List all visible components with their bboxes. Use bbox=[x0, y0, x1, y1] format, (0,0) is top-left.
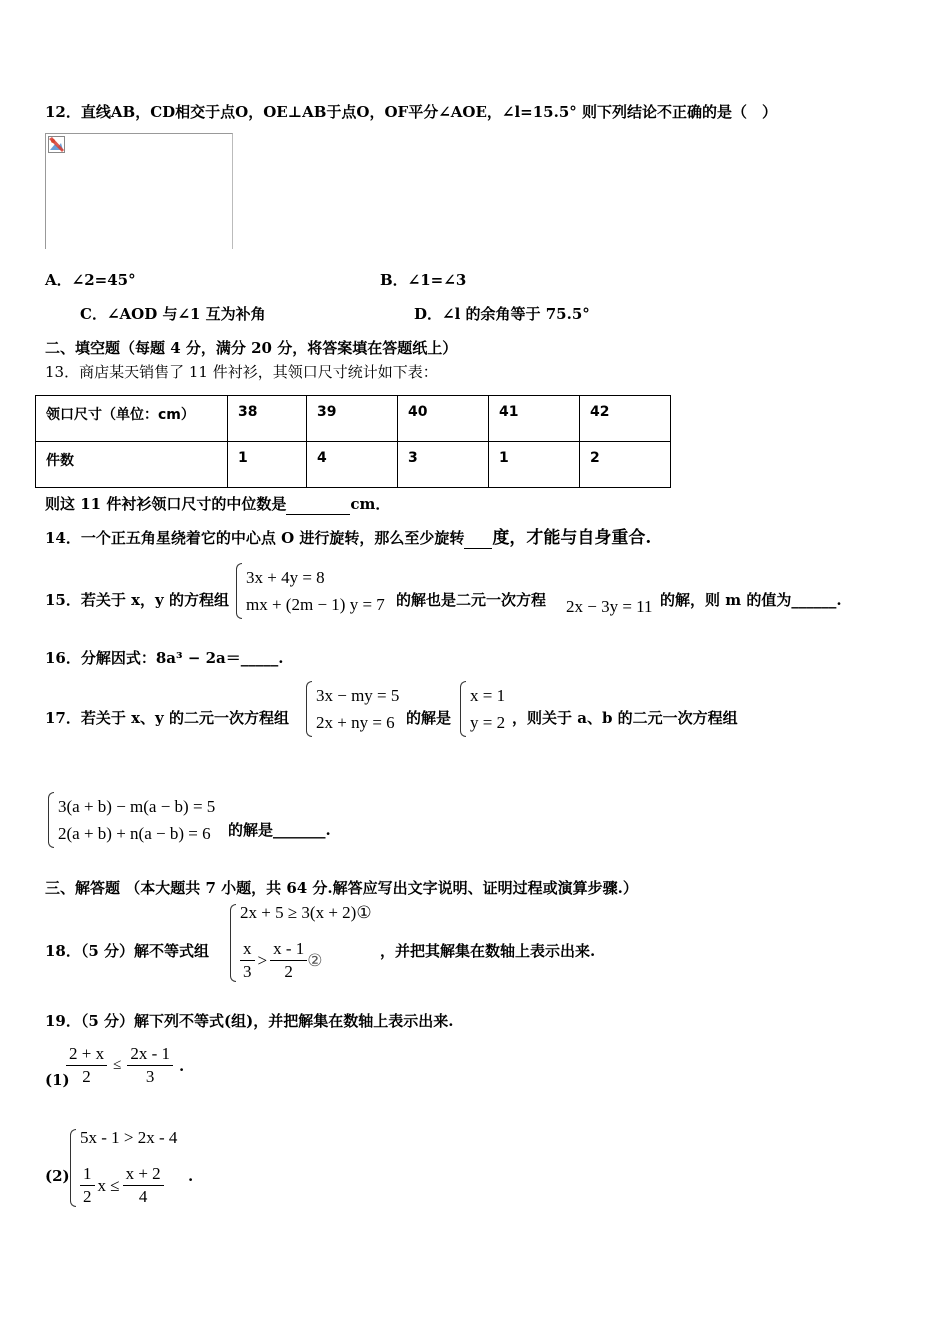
answer-blank bbox=[464, 528, 492, 549]
question-17-system bbox=[306, 681, 399, 737]
table-cell: 42 bbox=[580, 396, 671, 442]
question-16: 16．分解因式：8a³ − 2a＝_____. bbox=[45, 649, 284, 667]
equation-1: 3x + 4y = 8 bbox=[246, 567, 325, 587]
section-2-heading: 二、填空题（每题 4 分，满分 20 分，将答案填在答题纸上） bbox=[45, 339, 458, 357]
figure-image bbox=[45, 133, 233, 249]
numerator: 2x - 1 bbox=[127, 1043, 173, 1066]
table-cell: 40 bbox=[398, 396, 489, 442]
question-17-prefix: 17．若关于 x、y 的二元一次方程组 bbox=[45, 709, 289, 727]
broken-image-icon bbox=[48, 136, 65, 153]
numerator: x + 2 bbox=[123, 1163, 164, 1186]
inequality-2 bbox=[80, 1163, 177, 1208]
option-b: B．∠1=∠3 bbox=[380, 271, 467, 289]
equation-3: 2x − 3y = 11 bbox=[566, 597, 653, 616]
fraction bbox=[80, 1163, 95, 1208]
denominator: 3 bbox=[243, 962, 252, 981]
brace bbox=[460, 681, 466, 737]
part-1-inequality bbox=[66, 1043, 184, 1088]
answer-blank bbox=[286, 494, 350, 515]
inequality-2 bbox=[240, 938, 372, 983]
brace bbox=[230, 904, 236, 982]
question-18-suffix: ，并把其解集在数轴上表示出来. bbox=[380, 942, 596, 960]
brace bbox=[48, 792, 54, 848]
question-17-suffix-2: 的解是_______. bbox=[228, 821, 331, 839]
part-1-label: (1) bbox=[45, 1071, 70, 1089]
fraction bbox=[66, 1043, 107, 1088]
table-cell: 38 bbox=[228, 396, 307, 442]
period: . bbox=[179, 1056, 185, 1075]
numerator: x - 1 bbox=[270, 938, 307, 961]
question-15-prefix: 15．若关于 x，y 的方程组 bbox=[45, 591, 229, 609]
question-15-mid: 的解也是二元一次方程 bbox=[396, 591, 547, 609]
table-cell: 3 bbox=[398, 442, 489, 488]
inequality-1 bbox=[240, 903, 372, 923]
table-row bbox=[36, 396, 671, 442]
section-3-heading: 三、解答题 （本大题共 7 小题，共 64 分.解答应写出文字说明、证明过程或演算步骤.） bbox=[45, 879, 638, 897]
brace bbox=[70, 1129, 76, 1207]
question-18-system bbox=[230, 903, 372, 983]
table-cell: 39 bbox=[307, 396, 398, 442]
numerator: 2 + x bbox=[66, 1043, 107, 1066]
solution-y: y = 2 bbox=[470, 712, 506, 732]
denominator: 2 bbox=[83, 1187, 92, 1206]
brace bbox=[236, 563, 242, 619]
fraction bbox=[123, 1163, 164, 1208]
question-17-system-2 bbox=[48, 792, 215, 848]
question-13-prompt: 则这 11 件衬衫领口尺寸的中位数是 bbox=[45, 495, 287, 513]
question-15-suffix: 的解，则 m 的值为______. bbox=[660, 591, 842, 609]
fraction bbox=[240, 938, 255, 983]
circled-two: ② bbox=[307, 950, 323, 970]
part-2-label: (2) bbox=[45, 1167, 70, 1185]
denominator: 2 bbox=[82, 1067, 91, 1086]
question-19: 19．（5 分）解下列不等式(组)，并把解集在数轴上表示出来. bbox=[45, 1012, 454, 1030]
inequality-1-text: 2x + 5 ≥ 3(x + 2)① bbox=[240, 903, 372, 922]
question-14 bbox=[45, 528, 651, 549]
part-2-system bbox=[70, 1128, 177, 1208]
option-c: C．∠AOD 与∠1 互为补角 bbox=[80, 305, 266, 323]
denominator: 2 bbox=[284, 962, 293, 981]
question-12: 12．直线AB，CD相交于点O，OE⊥AB于点O，OF平分∠AOE，∠l=15.5° 则下列结论不正确的是（ ） bbox=[45, 103, 778, 121]
variable-and-operator: x ≤ bbox=[97, 1175, 120, 1195]
table-cell: 1 bbox=[228, 442, 307, 488]
equation-2: mx + (2m − 1) y = 7 bbox=[246, 594, 385, 614]
table-row bbox=[36, 442, 671, 488]
question-14-text: 14．一个正五角星绕着它的中心点 O 进行旋转，那么至少旋转 bbox=[45, 529, 465, 547]
fraction bbox=[270, 938, 307, 983]
equation-1: 3x − my = 5 bbox=[316, 685, 400, 705]
numerator: x bbox=[240, 938, 255, 961]
question-13-unit: cm． bbox=[350, 495, 391, 513]
question-17-solution bbox=[460, 681, 505, 737]
brace bbox=[306, 681, 312, 737]
question-17-suffix: ，则关于 a、b 的二元一次方程组 bbox=[512, 709, 738, 727]
question-14-text-2: 度，才能与自身重合. bbox=[492, 528, 652, 548]
solution-x: x = 1 bbox=[470, 685, 506, 705]
denominator: 3 bbox=[145, 1067, 155, 1086]
equation-2: 2x + ny = 6 bbox=[316, 712, 395, 732]
collar-size-table bbox=[35, 395, 671, 488]
question-18-prefix: 18．（5 分）解不等式组 bbox=[45, 942, 210, 960]
option-d: D．∠l 的余角等于 75.5° bbox=[414, 305, 590, 323]
table-cell: 2 bbox=[580, 442, 671, 488]
table-cell: 4 bbox=[307, 442, 398, 488]
question-13: 13．商店某天销售了 11 件衬衫，其领口尺寸统计如下表： bbox=[45, 363, 438, 381]
option-a: A．∠2=45° bbox=[45, 271, 136, 289]
numerator: 1 bbox=[80, 1163, 95, 1186]
question-17-mid: 的解是 bbox=[406, 709, 452, 727]
equation-4: 2(a + b) + n(a − b) = 6 bbox=[58, 823, 211, 843]
period: . bbox=[188, 1167, 194, 1185]
fraction bbox=[127, 1043, 173, 1088]
question-13-answer-line bbox=[45, 494, 390, 515]
equation-3: 3(a + b) − m(a − b) = 5 bbox=[58, 796, 216, 816]
table-cell: 领口尺寸（单位：cm） bbox=[36, 396, 228, 442]
inequality-1: 5x - 1 > 2x - 4 bbox=[80, 1128, 178, 1147]
table-cell: 41 bbox=[489, 396, 580, 442]
question-15-system bbox=[236, 563, 385, 619]
table-cell: 1 bbox=[489, 442, 580, 488]
denominator: 4 bbox=[138, 1187, 148, 1206]
table-cell: 件数 bbox=[36, 442, 228, 488]
operator: ≤ bbox=[113, 1057, 122, 1073]
operator: > bbox=[257, 950, 268, 970]
